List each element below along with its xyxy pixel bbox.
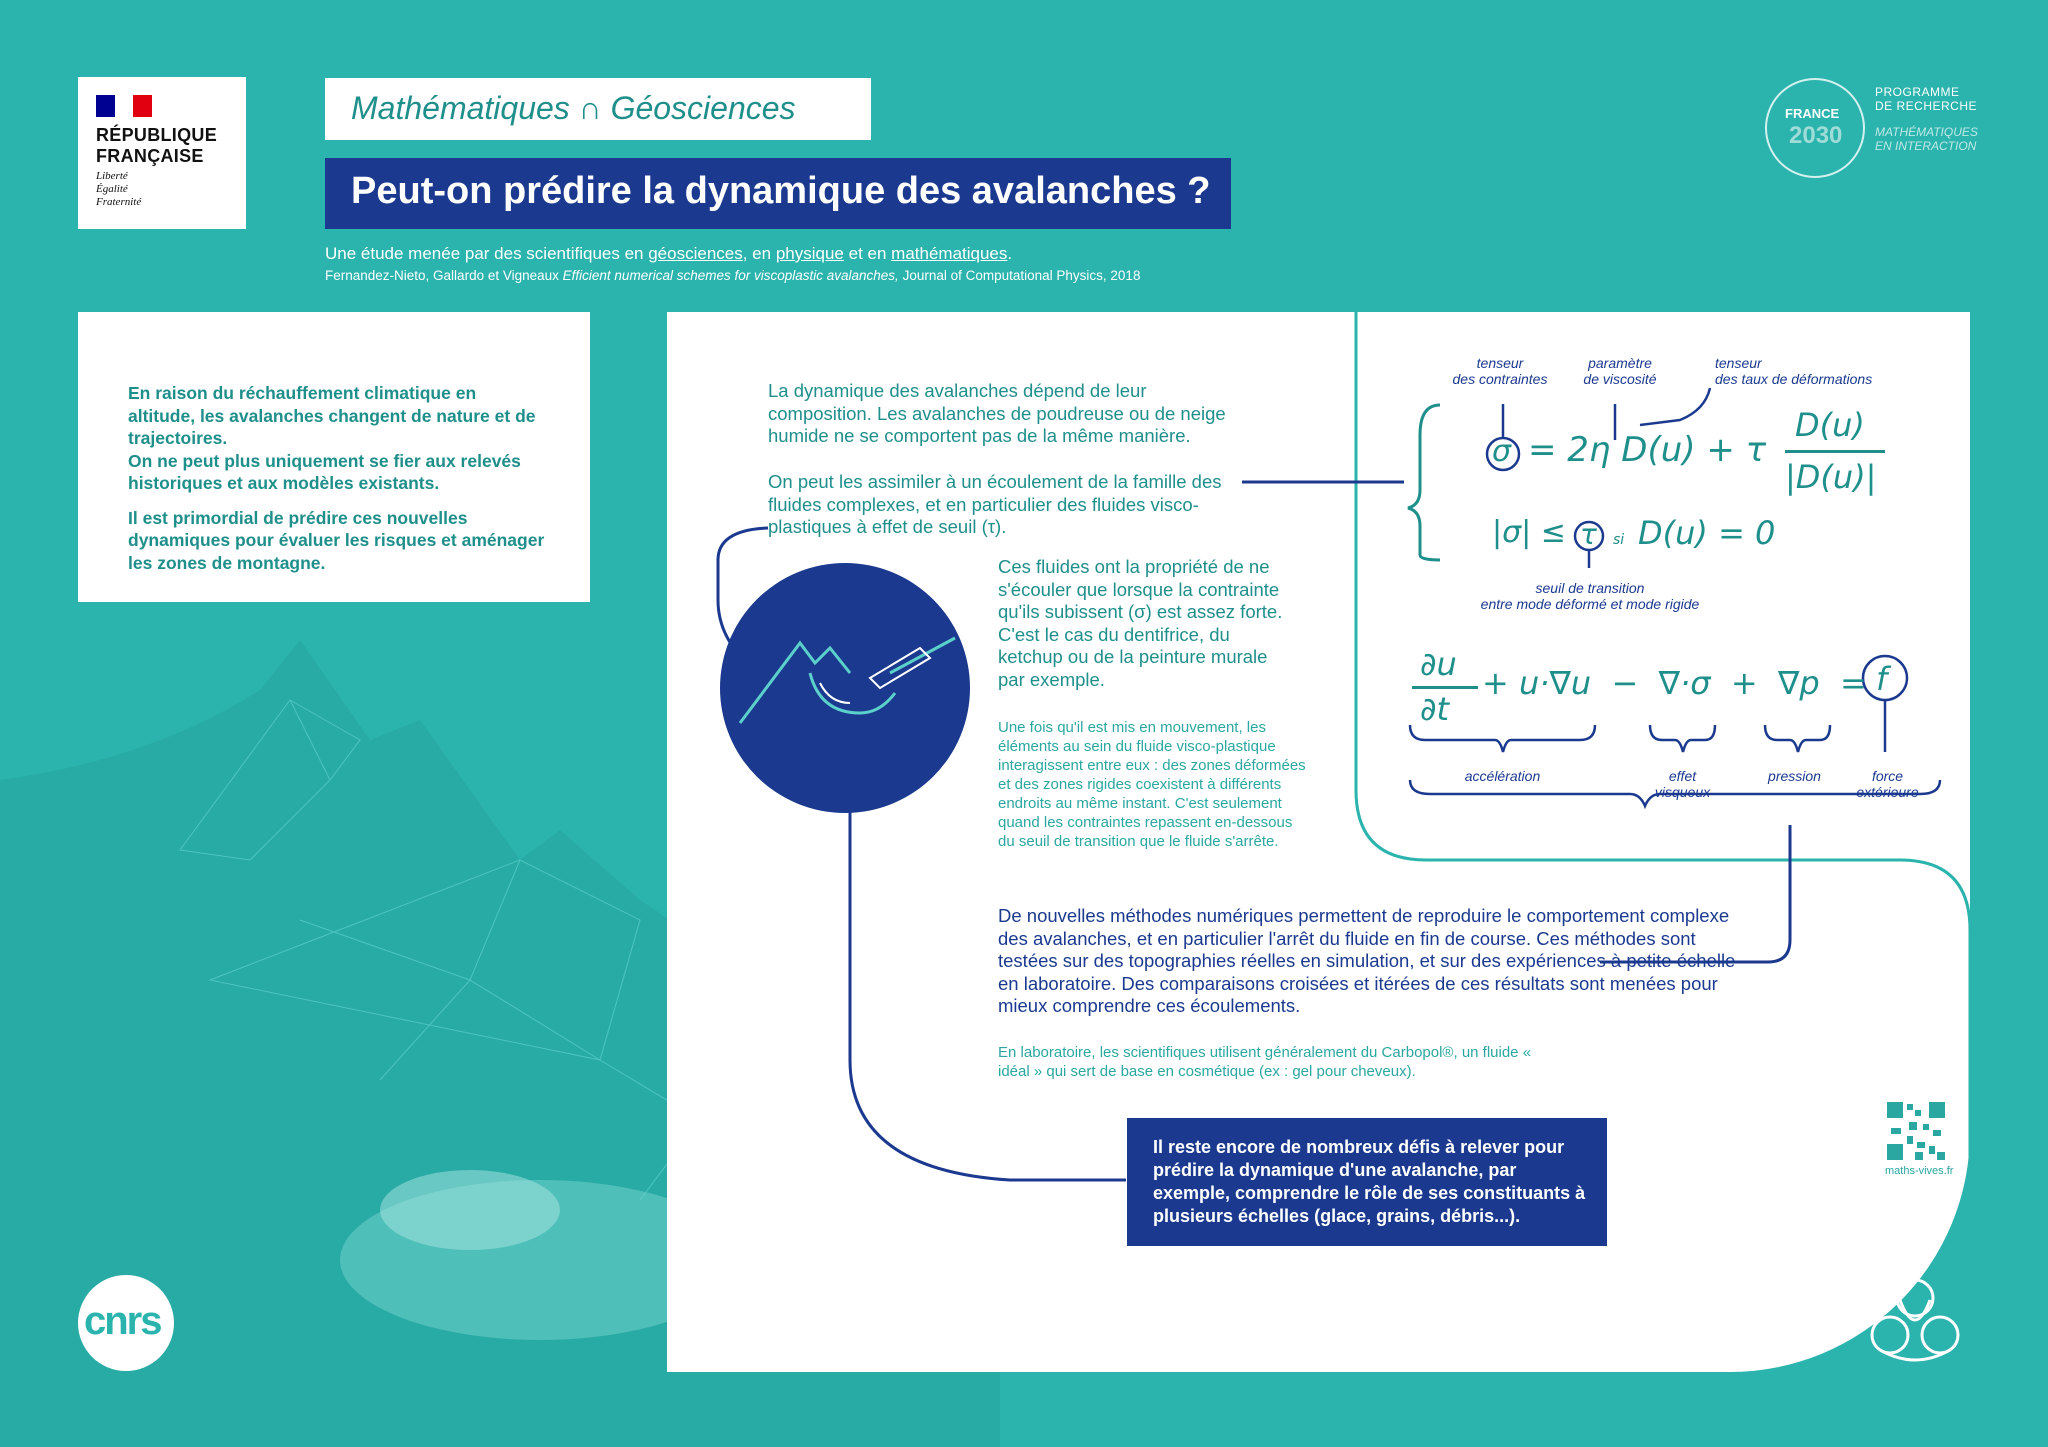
label-threshold-2: entre mode déformé et mode rigide	[1480, 596, 1700, 612]
gov-line2: FRANÇAISE	[96, 146, 204, 166]
intro-line	[325, 244, 1012, 264]
label-acceleration: accélération	[1464, 768, 1541, 784]
label-viscosity-2: de viscosité	[1583, 371, 1657, 387]
programme-sub	[1875, 125, 1978, 153]
eq2-tau: τ	[1580, 518, 1597, 551]
label-pressure: pression	[1768, 768, 1821, 784]
label-viscosity-1: paramètre	[1588, 355, 1652, 371]
intro-d: .	[1007, 244, 1013, 263]
qr-code-icon[interactable]	[1885, 1100, 1947, 1162]
challenge-text: Il reste encore de nombreux défis à relever pour prédire la dynamique d'une avalanche, par exemple, comprendre le rôle de ses constituants à plusieurs échelles (glace, grains, débris...).	[1153, 1137, 1586, 1226]
main-p3: Ces fluides ont la propriété de ne s'écouler que lorsque la contrainte qu'ils subissent (σ) est assez forte. C'est le cas du dentifrice, du ketchup ou de la peinture murale par exemple.	[998, 556, 1283, 690]
label-viscous-1: effet	[1668, 768, 1697, 784]
cnrs-text: cnrs	[84, 1299, 161, 1343]
label-tensor-stress-1: tenseur	[1476, 355, 1524, 371]
eq1-den: |D(u)|	[1785, 458, 1877, 496]
eq2-si: si	[1613, 532, 1625, 548]
anr-text: anr	[1715, 1326, 1784, 1377]
eq3-mid: + u·∇u − ∇·σ + ∇p =	[1482, 664, 1867, 702]
eq2-rhs: D(u) = 0	[1638, 514, 1776, 552]
france-label: FRANCE	[1785, 106, 1840, 121]
label-strain-rate-2: des taux de déformations	[1715, 371, 1873, 387]
main-p4: Une fois qu'il est mis en mouvement, les éléments au sein du fluide visco-plastique interagissent entre eux : des zones déformées et des zones rigides coexistent à différents endroits au même instant. C'est seulement quand les contraintes repassent en-dessous du seuil de transition que le fluide s'arrête.	[998, 719, 1306, 850]
main-p5: De nouvelles méthodes numériques permettent de reproduire le comportement complexe des avalanches, et en particulier l'arrêt du fluide en fin de course. Ces méthodes sont testées sur des topographies réelles en simulation, et sur des expériences à petite échelle en laboratoire. Des comparaisons croisées et itérées de ces résultats sont menées pour mieux comprendre ces écoulements.	[998, 905, 1736, 1016]
prog2: DE RECHERCHE	[1875, 99, 1978, 113]
france-2030-logo	[1765, 78, 1865, 178]
label-external-force-1: force	[1871, 768, 1904, 784]
label-threshold-1: seuil de transition	[1535, 580, 1645, 596]
link-mathematiques[interactable]: mathématiques	[891, 244, 1008, 263]
eq1-rhs: = 2η D(u) + τ	[1528, 430, 1767, 470]
main-p6: En laboratoire, les scientifiques utilisent généralement du Carbopol®, un fluide « idéal » qui sert de base en cosmétique (ex : gel pour cheveux).	[998, 1044, 1532, 1080]
label-threshold	[1465, 580, 1715, 612]
subject-tag-text: Mathématiques ∩ Géosciences	[351, 90, 796, 126]
motto1: Liberté	[96, 170, 128, 182]
link-physique[interactable]: physique	[775, 244, 844, 263]
context-p1	[128, 382, 548, 495]
illustration-circle	[720, 563, 970, 813]
eq1-sigma: σ	[1492, 434, 1512, 469]
eq3-f: f	[1876, 660, 1888, 698]
gov-line1: RÉPUBLIQUE	[96, 125, 218, 145]
knot-logo-icon	[1860, 1270, 1970, 1370]
motto2: Égalité	[96, 183, 128, 195]
context-p1-b: On ne peut plus uniquement se fier aux relevés historiques et aux modèles existants.	[128, 450, 521, 493]
eq1-fraction-bar	[1785, 450, 1885, 453]
france-year: 2030	[1789, 122, 1843, 149]
context-panel	[78, 312, 590, 602]
eq3-den: ∂t	[1420, 690, 1450, 728]
context-p1-a: En raison du réchauffement climatique en altitude, les avalanches changent de nature et de trajectoires.	[128, 383, 536, 448]
challenge-box	[1127, 1118, 1607, 1246]
intro-b: , en	[742, 244, 776, 263]
context-p2: Il est primordial de prédire ces nouvelles dynamiques pour évaluer les risques et aménager les zones de montagne.	[128, 507, 545, 573]
label-external-force-2: extérieure	[1856, 784, 1919, 800]
eq2-lhs: |σ| ≤	[1492, 515, 1566, 550]
title-banner	[325, 158, 1231, 229]
motto3: Fraternité	[96, 196, 142, 208]
eq3-num: ∂u	[1420, 645, 1457, 683]
label-viscous-2: visqueux	[1654, 784, 1711, 800]
eq3-fraction-bar	[1412, 686, 1478, 689]
republique-francaise-logo	[78, 77, 246, 229]
label-strain-rate-1: tenseur	[1715, 355, 1762, 371]
marianne-flag-icon	[96, 95, 152, 117]
cite-journal: Journal of Computational Physics, 2018	[898, 268, 1141, 283]
main-p2: On peut les assimiler à un écoulement de la famille des fluides complexes, et en particulier des fluides visco-plastiques à effet de seuil (τ).	[768, 471, 1222, 537]
label-viscous	[1640, 768, 1725, 800]
anr-mark: ©	[1784, 1339, 1795, 1355]
subject-tag	[325, 78, 871, 140]
eq1-num: D(u)	[1795, 406, 1865, 444]
programme-label	[1875, 85, 1977, 113]
qr-caption: maths-vives.fr	[1885, 1165, 1954, 1177]
prog1: PROGRAMME	[1875, 85, 1960, 99]
link-geosciences[interactable]: géosciences	[648, 244, 743, 263]
intro-a: Une étude menée par des scientifiques en	[325, 244, 649, 263]
mountain-brush-icon	[720, 563, 970, 813]
anr-logo	[1715, 1325, 1794, 1378]
intro-c: et en	[843, 244, 892, 263]
label-tensor-stress-2: des contraintes	[1452, 371, 1548, 387]
main-p1: La dynamique des avalanches dépend de leur composition. Les avalanches de poudreuse ou de neige humide ne se comportent pas de la même manière.	[768, 380, 1226, 446]
prog4: EN INTERACTION	[1875, 139, 1977, 153]
label-external-force	[1845, 768, 1930, 800]
prog3: MATHÉMATIQUES	[1875, 125, 1978, 139]
cite-title: Efficient numerical schemes for viscoplastic avalanches,	[562, 268, 899, 283]
citation	[325, 268, 1140, 283]
cite-authors: Fernandez-Nieto, Gallardo et Vigneaux	[325, 268, 563, 283]
page-title: Peut-on prédire la dynamique des avalanches ?	[351, 170, 1211, 212]
cnrs-logo	[78, 1275, 174, 1371]
